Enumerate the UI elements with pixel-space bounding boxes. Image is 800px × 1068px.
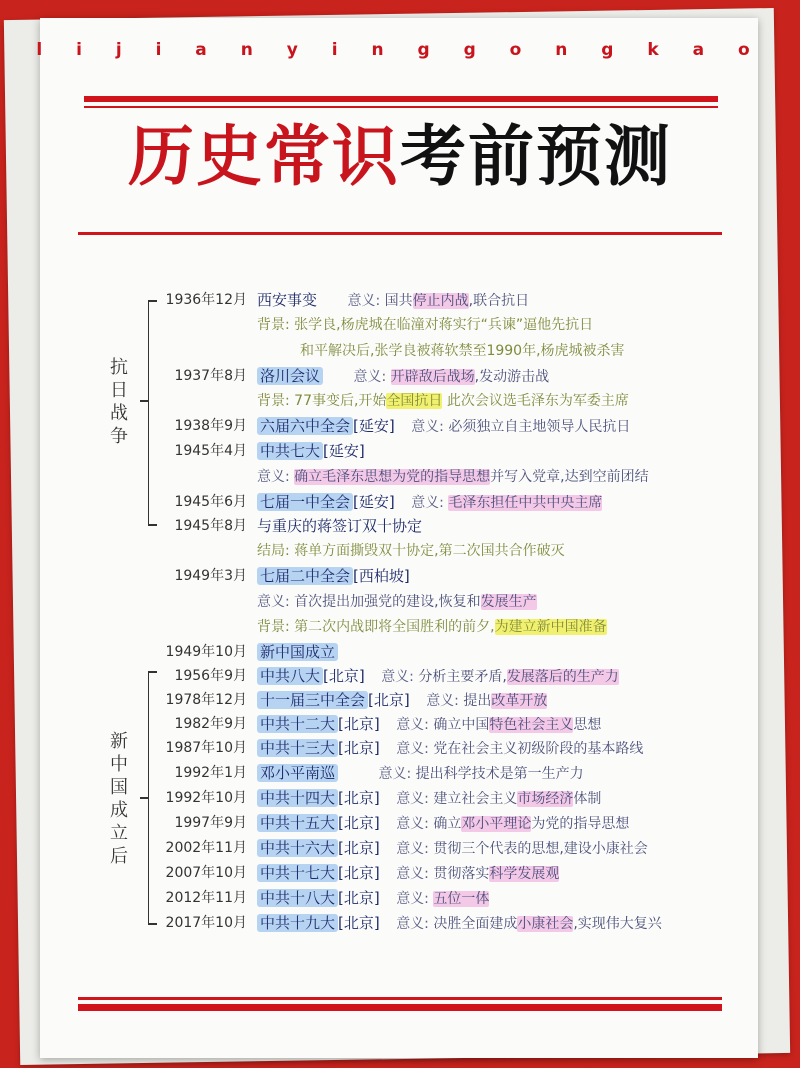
meaning-highlight: 科学发展观	[489, 866, 560, 882]
meaning-text: 党在社会主义初级阶段的基本路线	[433, 741, 644, 757]
event-name: 七届二中全会	[257, 567, 353, 585]
event-date: 2012年11月	[165, 890, 247, 906]
event-location: [北京]	[368, 691, 410, 709]
background-text: 张学良,杨虎城在临潼对蒋实行	[294, 317, 481, 333]
event-date: 1936年12月	[165, 292, 247, 308]
event-name: 中共八大	[257, 667, 323, 685]
bottom-rule-thin	[78, 997, 722, 1000]
meaning-text: ,实现伟大复兴	[573, 916, 662, 932]
meaning-highlight: 改革开放	[491, 693, 548, 709]
background-quote: “兵谏”	[480, 317, 524, 333]
background-text: 77事变后,开始	[294, 393, 387, 409]
background-highlight: 为建立新中国准备	[494, 619, 607, 635]
event-name: 洛川会议	[257, 367, 323, 385]
event-date: 2007年10月	[165, 865, 247, 881]
bottom-rule-thick	[78, 1004, 722, 1011]
meaning-highlight: 邓小平理论	[461, 816, 532, 832]
event-name: 中共七大	[257, 442, 323, 460]
background-label: 背景:	[257, 619, 290, 635]
event-name: 新中国成立	[257, 643, 338, 661]
event-date: 1956年9月	[174, 668, 247, 684]
event-name: 中共十九大	[257, 914, 338, 932]
meaning-highlight: 小康社会	[517, 916, 574, 932]
meaning-highlight: 毛泽东担任中共中央主席	[448, 495, 603, 511]
event-location: [北京]	[338, 814, 380, 832]
event-date: 1945年4月	[174, 443, 247, 459]
result-text: 蒋单方面撕毁双十协定,第二次国共合作破灭	[294, 543, 565, 559]
background-text: 和平解决后,张学良被蒋软禁至1990年,杨虎城被杀害	[300, 343, 625, 359]
meaning-text: 首次提出加强党的建设,恢复和	[294, 594, 481, 610]
background-label: 背景:	[257, 317, 290, 333]
event-location: [北京]	[338, 715, 380, 733]
result-label: 结局:	[257, 543, 290, 559]
event-date: 1978年12月	[165, 692, 247, 708]
event-date: 1987年10月	[165, 740, 247, 756]
event-location: [北京]	[338, 864, 380, 882]
event-location: [延安]	[353, 417, 395, 435]
meaning-label: 意义:	[396, 791, 429, 807]
meaning-text: 提出科学技术是第一生产力	[415, 766, 584, 782]
meaning-label: 意义:	[426, 693, 459, 709]
event-date: 1938年9月	[174, 418, 247, 434]
meaning-label: 意义:	[396, 891, 429, 907]
event-date: 2017年10月	[165, 915, 247, 931]
meaning-text: ,发动游击战	[474, 369, 550, 385]
meaning-highlight: 开辟敌后战场	[390, 369, 475, 385]
event-location: [北京]	[338, 739, 380, 757]
event-date: 1992年1月	[174, 765, 247, 781]
event-date: 1949年3月	[174, 568, 247, 584]
meaning-label: 意义:	[257, 469, 290, 485]
meaning-text: 贯彻落实	[433, 866, 490, 882]
event-name: 与重庆的蒋签订双十协定	[257, 517, 423, 535]
meaning-highlight: 五位一体	[433, 891, 490, 907]
meaning-label: 意义:	[396, 816, 429, 832]
meaning-highlight: 停止内战	[412, 293, 469, 309]
event-name: 中共十六大	[257, 839, 338, 857]
meaning-text: ,联合抗日	[468, 293, 530, 309]
event-name: 七届一中全会	[257, 493, 353, 511]
meaning-label: 意义:	[353, 369, 387, 385]
meaning-text: 并写入党章,达到空前团结	[490, 469, 649, 485]
event-date: 1992年10月	[165, 790, 247, 806]
meaning-highlight: 发展生产	[480, 594, 537, 610]
event-location: [北京]	[338, 914, 380, 932]
meaning-label: 意义:	[396, 717, 429, 733]
meaning-text: 为党的指导思想	[531, 816, 630, 832]
bracket-tick	[140, 400, 149, 402]
meaning-text: 体制	[573, 791, 602, 807]
event-name: 中共十八大	[257, 889, 338, 907]
event-location: [西柏坡]	[353, 567, 410, 585]
title-black-part: 考前预测	[400, 118, 672, 195]
meaning-text: 确立中国	[433, 717, 490, 733]
meaning-text: 必须独立自主地领导人民抗日	[448, 419, 631, 435]
event-name: 中共十七大	[257, 864, 338, 882]
war-group-label: 抗日战争	[110, 357, 128, 447]
event-name: 中共十二大	[257, 715, 338, 733]
background-highlight: 全国抗日	[386, 393, 443, 409]
event-date: 2002年11月	[165, 840, 247, 856]
event-name: 十一届三中全会	[257, 691, 368, 709]
title-red-part: 历史常识	[128, 118, 400, 195]
event-name: 邓小平南巡	[257, 764, 338, 782]
meaning-text: 思想	[573, 717, 602, 733]
event-date: 1997年9月	[174, 815, 247, 831]
event-name: 西安事变	[257, 291, 318, 309]
background-text: 此次会议选毛泽东为军委主席	[446, 393, 629, 409]
background-text: 逼他先抗日	[523, 317, 594, 333]
meaning-label: 意义:	[396, 741, 429, 757]
meaning-label: 意义:	[411, 419, 444, 435]
meaning-label: 意义:	[396, 916, 429, 932]
meaning-highlight: 确立毛泽东思想为党的指导思想	[294, 469, 491, 485]
meaning-label: 意义:	[257, 594, 290, 610]
subtitle-text: l i j i a n y i n g g o n g k a o	[36, 40, 764, 60]
event-location: [延安]	[323, 442, 365, 460]
event-name: 中共十四大	[257, 789, 338, 807]
event-date: 1937年8月	[174, 368, 247, 384]
meaning-text: 贯彻三个代表的思想,建设小康社会	[433, 841, 648, 857]
meaning-label: 意义:	[396, 866, 429, 882]
event-location: [北京]	[338, 789, 380, 807]
background-label: 背景:	[257, 393, 290, 409]
meaning-highlight: 特色社会主义	[489, 717, 574, 733]
meaning-text: 决胜全面建成	[433, 916, 518, 932]
meaning-text: 国共	[384, 293, 413, 309]
meaning-label: 意义:	[381, 669, 414, 685]
meaning-label: 意义:	[347, 293, 381, 309]
meaning-label: 意义:	[411, 495, 444, 511]
meaning-highlight: 发展落后的生产力	[506, 669, 619, 685]
event-date: 1945年8月	[174, 518, 247, 534]
event-location: [北京]	[323, 667, 365, 685]
event-location: [北京]	[338, 889, 380, 907]
meaning-text: 建立社会主义	[433, 791, 518, 807]
meaning-text: 确立	[433, 816, 462, 832]
event-date: 1945年6月	[174, 494, 247, 510]
event-location: [延安]	[353, 493, 395, 511]
meaning-text: 提出	[463, 693, 492, 709]
background-text: 第二次内战即将全国胜利的前夕,	[294, 619, 495, 635]
event-date: 1982年9月	[174, 716, 247, 732]
meaning-highlight: 市场经济	[517, 791, 574, 807]
new-china-group-label: 新中国成立后	[110, 731, 128, 867]
event-name: 中共十三大	[257, 739, 338, 757]
event-location: [北京]	[338, 839, 380, 857]
meaning-label: 意义:	[396, 841, 429, 857]
meaning-text: 分析主要矛盾,	[418, 669, 507, 685]
event-date: 1949年10月	[165, 644, 247, 660]
event-name: 中共十五大	[257, 814, 338, 832]
event-name: 六届六中全会	[257, 417, 353, 435]
meaning-label: 意义:	[378, 766, 412, 782]
